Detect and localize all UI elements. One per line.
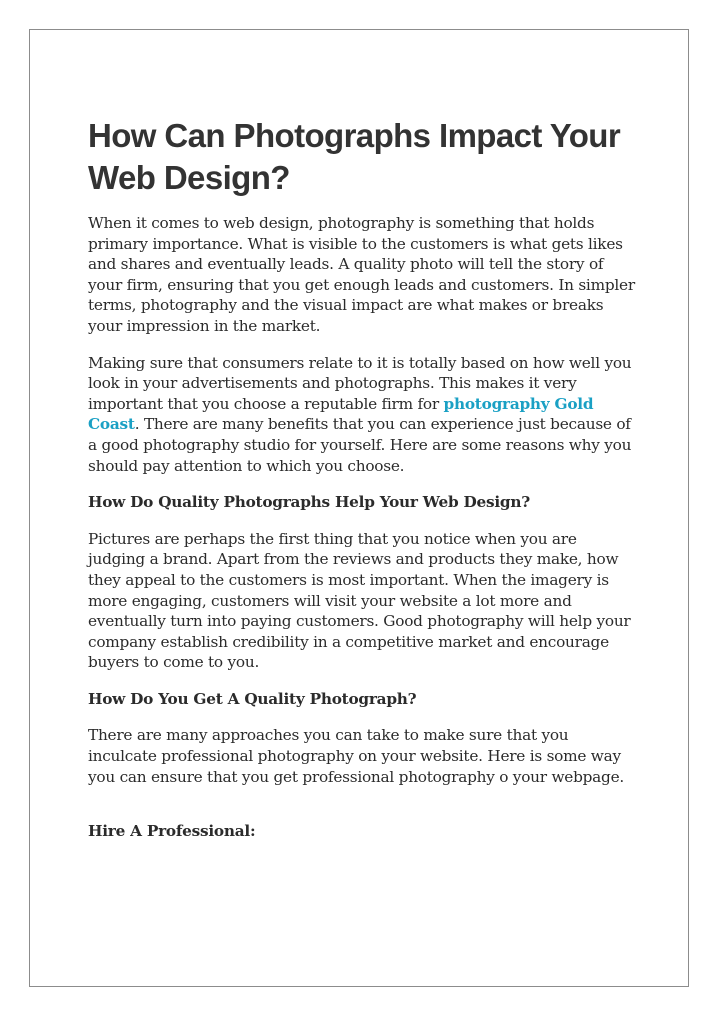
heading-get-quality-photograph: How Do You Get A Quality Photograph? xyxy=(88,689,417,708)
photography-gold-coast-link[interactable]: photography Gold Coast xyxy=(88,394,594,434)
document-content xyxy=(88,115,636,858)
paragraph-consumers-text-before: Making sure that consumers relate to it is totally based on how well you look in your advertisements and photographs. This makes it very important that you choose a reputable firm for xyxy=(88,353,632,413)
heading-hire-professional: Hire A Professional: xyxy=(88,822,256,841)
heading-quality-photographs: How Do Quality Photographs Help Your Web Design? xyxy=(88,493,530,512)
document-title: How Can Photographs Impact Your Web Design? xyxy=(88,117,621,196)
paragraph-consumers xyxy=(88,353,636,477)
paragraph-approaches: There are many approaches you can take to make sure that you inculcate professional photography on your website. Here is some way you can ensure that you get professional photography o your webpage. xyxy=(88,726,624,786)
paragraph-intro: When it comes to web design, photography is something that holds primary importance. What is visible to the customers is what gets likes and shares and eventually leads. A quality photo will tell the story of your firm, ensuring that you get enough leads and customers. In simpler terms, photography and the visual impact are what makes or breaks your impression in the market. xyxy=(88,214,635,335)
paragraph-consumers-text-after: . There are many benefits that you can experience just because of a good photography studio for yourself. Here are some reasons why you should pay attention to which you choose. xyxy=(88,415,632,475)
paragraph-pictures: Pictures are perhaps the first thing that you notice when you are judging a brand. Apart from the reviews and products they make, how they appeal to the customers is most important. When the imagery is more engaging, customers will visit your website a lot more and eventually turn into paying customers. Good photography will help your company establish credibility in a competitive market and encourage buyers to come to you. xyxy=(88,529,631,672)
